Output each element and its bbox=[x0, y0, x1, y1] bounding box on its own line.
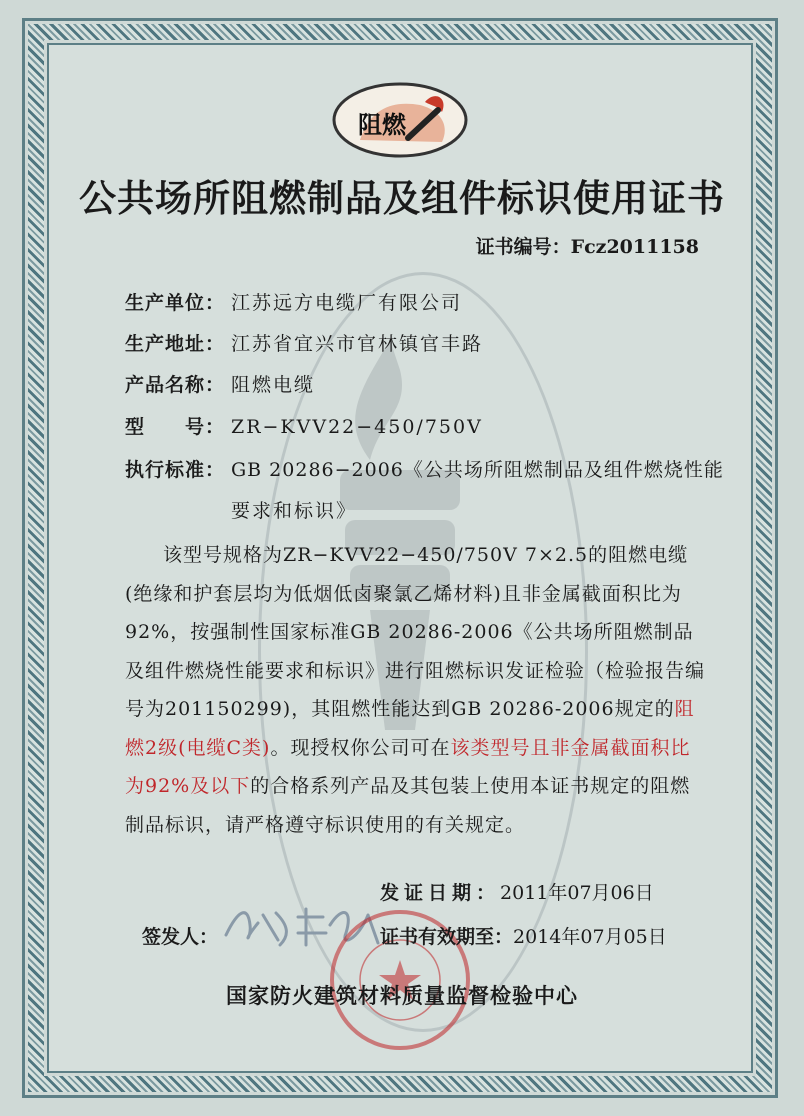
field-producer-label: 生产单位： bbox=[125, 292, 226, 314]
field-product bbox=[125, 370, 315, 397]
paragraph-red-2: 该类型号且非金属截面积比为92%及以下 bbox=[125, 736, 691, 797]
paragraph-part-1: 该型号规格为ZR−KVV22−450/750V 7×2.5的阻燃电缆(绝缘和护套层均为低烟低卤聚氯乙烯材料)且非金属截面积比为92%，按强制性国家标准GB 20286-2006《公共场所阻燃制品及组件燃烧性能要求和标识》进行阻燃标识发证检验（检验报告编号为201150299)，其阻燃性能达到GB 20286-2006规定的 bbox=[125, 544, 706, 720]
issuing-organization: 国家防火建筑材料质量监督检验中心 bbox=[226, 984, 578, 1008]
certificate-number-label: 证书编号： bbox=[475, 236, 571, 258]
authorization-paragraph bbox=[125, 536, 705, 844]
field-standard bbox=[125, 455, 724, 482]
issue-date bbox=[380, 878, 654, 905]
field-standard-value-cont: 要求和标识》 bbox=[231, 500, 358, 522]
issue-date-label: 发证日期： bbox=[380, 882, 501, 904]
field-producer bbox=[125, 288, 462, 315]
paragraph-part-2: 。现授权你公司可在 bbox=[270, 736, 451, 759]
valid-until bbox=[380, 922, 667, 949]
field-product-value: 阻燃电缆 bbox=[231, 374, 316, 396]
flame-torch-logo-icon bbox=[330, 80, 470, 160]
certificate-title: 公共场所阻燃制品及组件标识使用证书 bbox=[79, 176, 725, 220]
field-address-value: 江苏省宜兴市官林镇官丰路 bbox=[231, 333, 484, 355]
field-standard-label: 执行标准： bbox=[125, 459, 226, 481]
paragraph-red-1: 阻燃2级(电缆C类) bbox=[125, 698, 695, 759]
logo-text: 阻燃 bbox=[358, 111, 406, 139]
field-model-label: 型 号： bbox=[125, 416, 226, 438]
valid-until-value: 2014年07月05日 bbox=[513, 926, 667, 948]
signer-label: 签发人： bbox=[142, 926, 219, 948]
field-address bbox=[125, 329, 483, 356]
issue-date-value: 2011年07月06日 bbox=[500, 882, 654, 904]
field-product-label: 产品名称： bbox=[125, 374, 226, 396]
field-address-label: 生产地址： bbox=[125, 333, 226, 355]
field-producer-value: 江苏远方电缆厂有限公司 bbox=[231, 292, 463, 314]
field-model-value: ZR−KVV22−450/750V bbox=[231, 416, 483, 438]
paragraph-part-3: 的合格系列产品及其包装上使用本证书规定的阻燃制品标识，请严格遵守标识使用的有关规定。 bbox=[125, 775, 691, 836]
certificate-number bbox=[476, 232, 699, 259]
certificate-number-value: Fcz2011158 bbox=[570, 236, 699, 258]
field-standard-value: GB 20286−2006《公共场所阻燃制品及组件燃烧性能 bbox=[231, 459, 724, 481]
field-model bbox=[125, 412, 483, 439]
valid-until-label: 证书有效期至： bbox=[380, 926, 514, 948]
